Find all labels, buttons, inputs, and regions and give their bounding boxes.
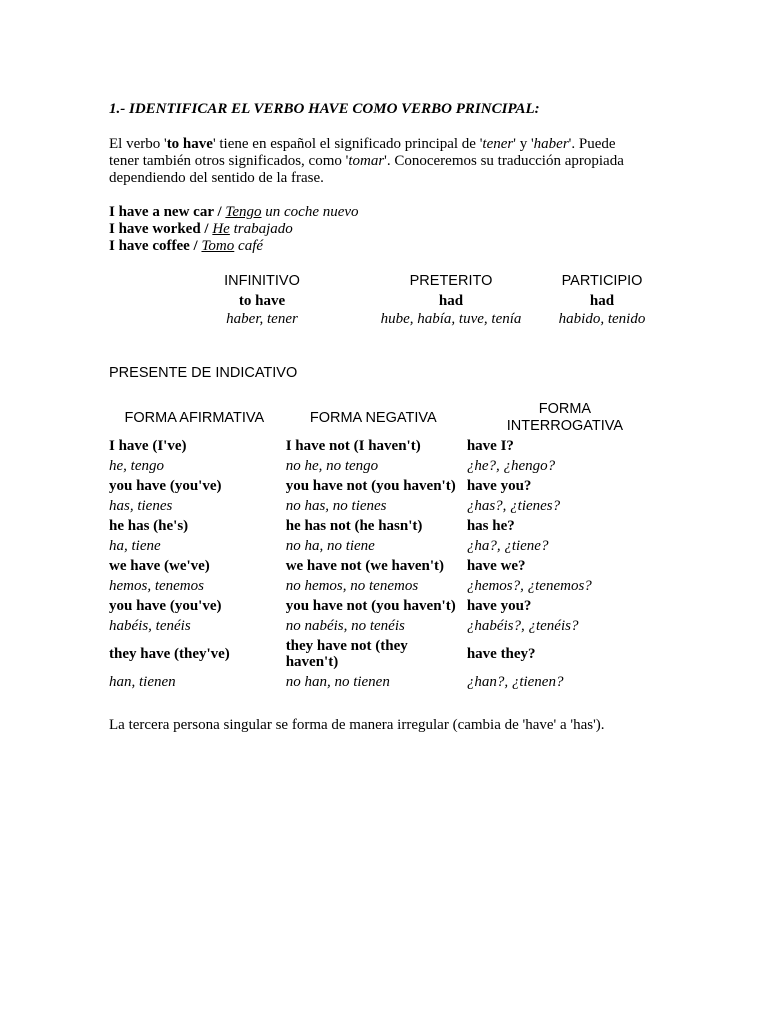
table-cell: ¿has?, ¿tienes? bbox=[466, 497, 561, 514]
table-cell: we have not (we haven't) bbox=[285, 557, 445, 574]
footer-note: La tercera persona singular se forma de manera irregular (cambia de 'have' a 'has'). bbox=[109, 717, 605, 733]
table-cell: you have (you've) bbox=[109, 597, 222, 614]
intro-line-1 bbox=[109, 136, 649, 153]
form-header: PRETERITO bbox=[409, 273, 493, 289]
form-english: had bbox=[438, 293, 464, 309]
example-spanish: trabajado bbox=[229, 221, 293, 237]
table-cell: no he, no tengo bbox=[285, 457, 379, 474]
example-verb: He bbox=[212, 221, 230, 237]
table-cell: habéis, tenéis bbox=[109, 617, 191, 634]
table-cell: have I? bbox=[466, 437, 514, 454]
example-3 bbox=[109, 238, 359, 255]
example-verb: Tomo bbox=[201, 238, 235, 254]
table-cell: I have not (I haven't) bbox=[285, 437, 421, 454]
term-tomar: tomar bbox=[348, 153, 385, 169]
conjugation-table bbox=[106, 400, 666, 692]
table-row bbox=[106, 496, 666, 516]
table-cell: you have not (you haven't) bbox=[285, 477, 456, 494]
table-cell: they have (they've) bbox=[109, 645, 230, 662]
table-cell: have they? bbox=[466, 645, 536, 662]
intro-paragraph bbox=[109, 136, 649, 187]
example-1 bbox=[109, 204, 359, 221]
table-cell: no ha, no tiene bbox=[285, 537, 375, 554]
table-row bbox=[106, 556, 666, 576]
table-cell: ¿habéis?, ¿tenéis? bbox=[466, 617, 579, 634]
form-english: to have bbox=[238, 293, 286, 309]
form-infinitivo bbox=[177, 273, 347, 328]
form-spanish: hube, había, tuve, tenía bbox=[380, 311, 522, 327]
term-tener: tener bbox=[482, 136, 514, 152]
term-haber: haber bbox=[533, 136, 569, 152]
table-cell: he has not (he hasn't) bbox=[285, 517, 423, 534]
intro-line-2 bbox=[109, 153, 649, 170]
form-spanish: haber, tener bbox=[226, 311, 298, 327]
table-cell: ¿hemos?, ¿tenemos? bbox=[466, 577, 592, 594]
example-spanish: café bbox=[234, 238, 264, 254]
table-row bbox=[106, 672, 666, 692]
table-cell: you have (you've) bbox=[109, 477, 222, 494]
example-spanish: un coche nuevo bbox=[261, 204, 359, 220]
text: ' y ' bbox=[513, 136, 534, 152]
table-cell: no nabéis, no tenéis bbox=[285, 617, 405, 634]
table-header: FORMA INTERROGATIVA bbox=[506, 401, 624, 434]
table-cell: I have (I've) bbox=[109, 437, 187, 454]
table-cell: has he? bbox=[466, 517, 515, 534]
table-cell: have you? bbox=[466, 597, 532, 614]
table-header-row bbox=[106, 400, 666, 436]
table-cell: ¿he?, ¿hengo? bbox=[466, 457, 556, 474]
table-row bbox=[106, 596, 666, 616]
text: '. Conoceremos su traducción apropiada bbox=[384, 153, 624, 169]
table-cell: have you? bbox=[466, 477, 532, 494]
table-row bbox=[106, 576, 666, 596]
table-cell: he has (he's) bbox=[109, 517, 189, 534]
text: '. Puede bbox=[568, 136, 616, 152]
form-participio bbox=[517, 273, 687, 328]
example-2 bbox=[109, 221, 359, 238]
table-row bbox=[106, 536, 666, 556]
table-cell: has, tienes bbox=[109, 497, 173, 514]
table-cell: we have (we've) bbox=[109, 557, 210, 574]
table-cell: ha, tiene bbox=[109, 537, 161, 554]
term-to-have: to have bbox=[166, 136, 213, 152]
section-heading: 1.- IDENTIFICAR EL VERBO HAVE COMO VERBO PRINCIPAL: bbox=[109, 101, 540, 117]
intro-line-3: dependiendo del sentido de la frase. bbox=[109, 170, 324, 186]
form-english: had bbox=[589, 293, 615, 309]
form-preterito bbox=[366, 273, 536, 328]
table-cell: ¿han?, ¿tienen? bbox=[466, 673, 564, 690]
table-row bbox=[106, 636, 666, 672]
table-cell: you have not (you haven't) bbox=[285, 597, 456, 614]
table-row bbox=[106, 616, 666, 636]
form-spanish: habido, tenido bbox=[558, 311, 646, 327]
table-row bbox=[106, 436, 666, 456]
example-english: I have coffee / bbox=[109, 238, 202, 254]
example-english: I have worked / bbox=[109, 221, 213, 237]
table-header: FORMA AFIRMATIVA bbox=[124, 409, 265, 426]
text: ' tiene en español el significado principal de ' bbox=[212, 136, 483, 152]
table-cell: he, tengo bbox=[109, 457, 164, 474]
table-cell: have we? bbox=[466, 557, 526, 574]
text: tener también otros significados, como ' bbox=[109, 153, 349, 169]
table-cell: han, tienen bbox=[109, 673, 176, 690]
table-header: FORMA NEGATIVA bbox=[309, 409, 437, 426]
section-title: PRESENTE DE INDICATIVO bbox=[109, 365, 298, 381]
table-cell: they have not (they haven't) bbox=[285, 638, 408, 670]
example-verb: Tengo bbox=[225, 204, 262, 220]
table-cell: hemos, tenemos bbox=[109, 577, 204, 594]
text: El verbo ' bbox=[109, 136, 167, 152]
table-cell: no hemos, no tenemos bbox=[285, 577, 419, 594]
table-cell: no han, no tienen bbox=[285, 673, 390, 690]
table-cell: no has, no tienes bbox=[285, 497, 387, 514]
example-sentences bbox=[109, 204, 359, 255]
table-cell: ¿ha?, ¿tiene? bbox=[466, 537, 549, 554]
form-header: PARTICIPIO bbox=[561, 273, 643, 289]
example-english: I have a new car / bbox=[109, 204, 226, 220]
table-row bbox=[106, 476, 666, 496]
table-row bbox=[106, 456, 666, 476]
table-row bbox=[106, 516, 666, 536]
form-header: INFINITIVO bbox=[224, 273, 300, 289]
